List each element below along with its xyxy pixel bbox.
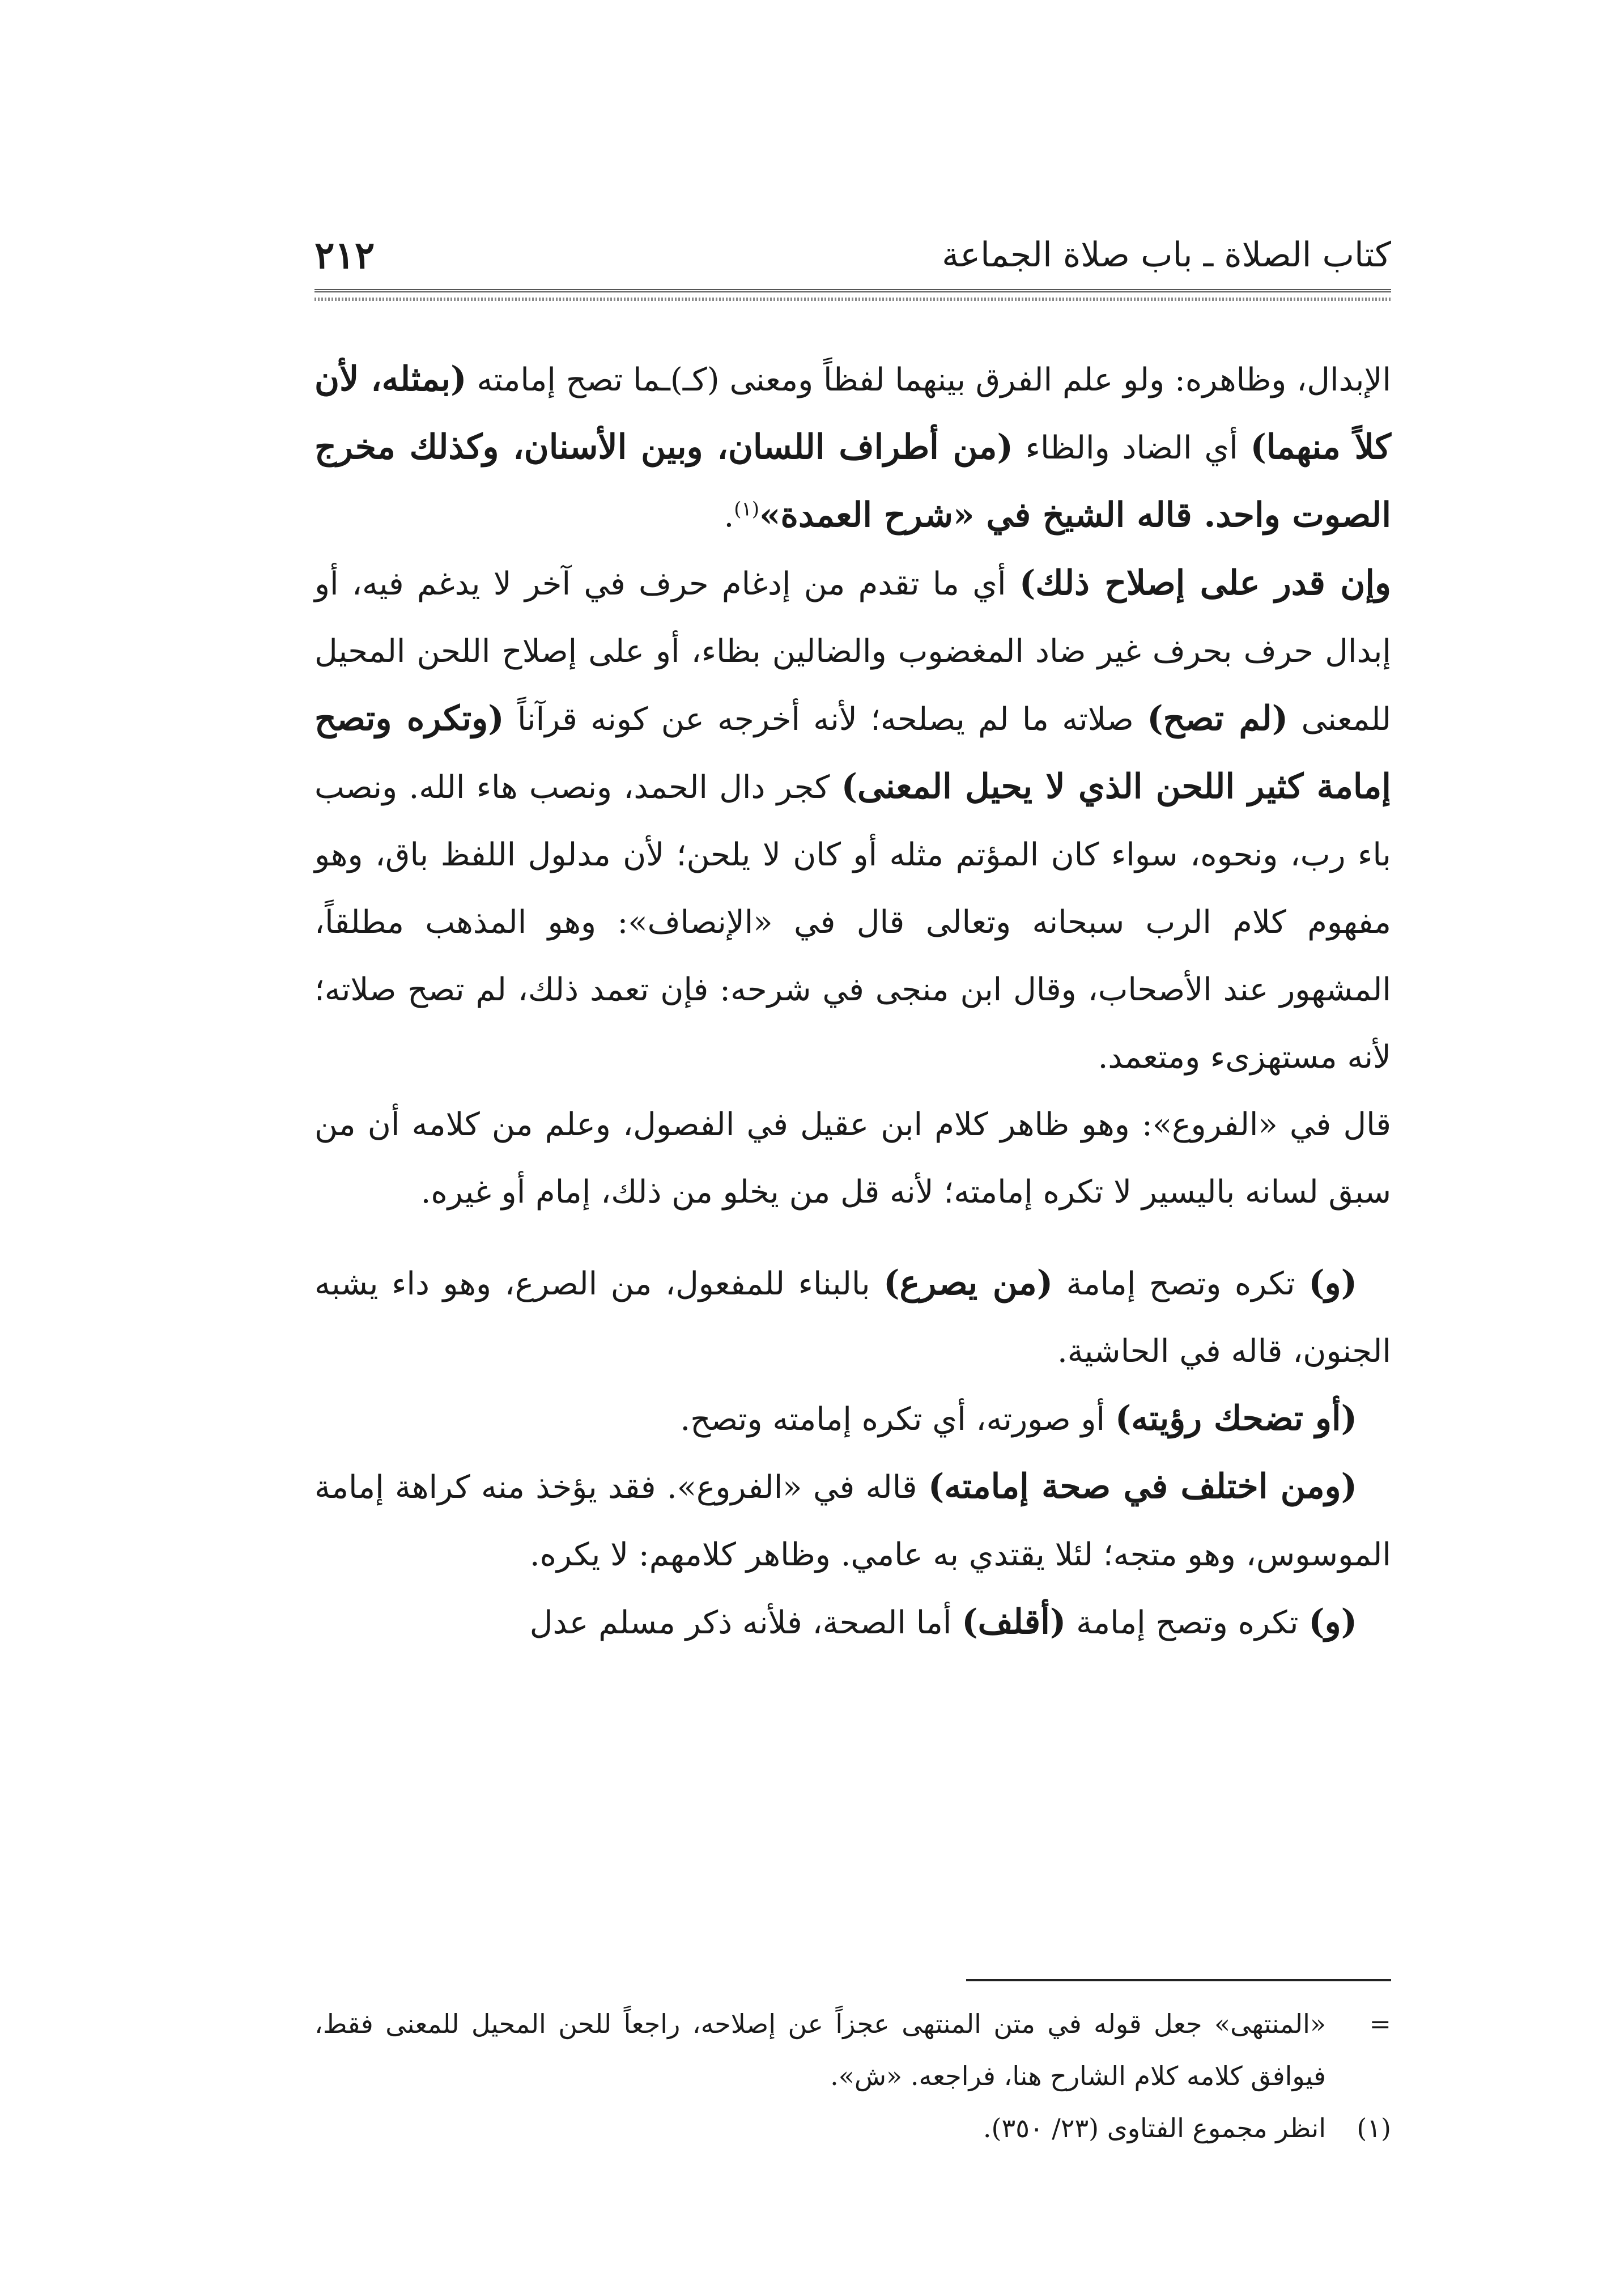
paragraph (314, 1250, 1391, 1385)
paragraph (314, 1453, 1391, 1589)
text-run: قاله في «الفروع». فقد يؤخذ منه كراهة إمامة الموسوس، وهو متجه؛ لئلا يقتدي به عامي. وظاهر كلامهم: لا يكره. (314, 1469, 1391, 1573)
footnotes (314, 1998, 1391, 2154)
footnote-reference[interactable]: (١) (734, 498, 760, 521)
header-rule (314, 289, 1391, 292)
main-text (314, 346, 1391, 1657)
lemma: وإن قدر على إصلاح ذلك) (1019, 563, 1391, 603)
lemma: (وتكره وتصح إمامة كثير اللحن الذي لا يحيل المعنى) (314, 699, 1391, 806)
text-run: بالبناء للمفعول، من الصرع، وهو داء يشبه الجنون، قاله في الحاشية. (314, 1266, 1391, 1370)
header-rule-dotted (314, 298, 1391, 301)
footnote (314, 1998, 1391, 2102)
paragraph (314, 1589, 1391, 1657)
text-run: تكره وتصح إمامة (1066, 1604, 1309, 1641)
lemma: (من أطراف اللسان، وبين الأسنان، وكذلك مخرج الصوت واحد. قاله الشيخ في «شرح العمدة» (314, 427, 1391, 535)
lemma: (ومن اختلف في صحة إمامته) (928, 1467, 1357, 1506)
text-run: أي الضاد والظاء (1013, 430, 1251, 466)
paragraph (314, 1385, 1391, 1453)
paragraph (314, 346, 1391, 550)
text-run: تكره وتصح إمامة (1053, 1266, 1309, 1302)
paragraph (314, 1091, 1391, 1226)
text-run: أو صورته، أي تكره إمامته وتصح. (680, 1401, 1115, 1438)
footnote (314, 2102, 1391, 2154)
footnote-marker: (١) (1357, 2113, 1391, 2143)
lemma: (بمثله، لأن كلاً منهما) (314, 359, 1392, 467)
footnote-marker: = (1369, 2009, 1391, 2039)
running-header (314, 227, 1391, 295)
page-number: ٢١٢ (314, 233, 375, 277)
lemma: (أو تضحك رؤيته) (1115, 1399, 1357, 1438)
text-run: أي ما تقدم من إدغام حرف في آخر لا يدغم فيه، أو إبدال حرف بحرف غير ضاد المغضوب والضالين بظاء، أو على إصلاح اللحن المحيل للمعنى (314, 566, 1392, 738)
text-run: الإبدال، وظاهره: ولو علم الفرق بينهما لفظاً ومعنى (كـ)ـما تصح إمامته (466, 362, 1391, 398)
lemma: (لم تصح) (1147, 699, 1289, 738)
text-run: صلاته ما لم يصلحه؛ لأنه أخرجه عن كونه قرآناً (504, 701, 1147, 738)
text-run: كجر دال الحمد، ونصب هاء الله. ونصب باء رب، ونحوه، سواء كان المؤتم مثله أو كان لا يلحن؛ لأن مدلول اللفظ باق، وهو مفهوم كلام الرب سبحانه وتعالى قال في «الإنصاف»: وهو المذهب مطلقاً، المشهور عند الأصحاب، وقال ابن منجى في شرحه: فإن تعمد ذلك، لم تصح صلاته؛ لأنه مستهزىء ومتعمد. (314, 769, 1392, 1076)
text-run: . (724, 498, 734, 534)
text-run: قال في «الفروع»: وهو ظاهر كلام ابن عقيل في الفصول، وعلم من كلامه أن من سبق لسانه باليسير لا تكره إمامته؛ لأنه قل من يخلو من ذلك، إمام أو غيره. (314, 1106, 1391, 1211)
chapter-title: كتاب الصلاة ـ باب صلاة الجماعة (942, 235, 1391, 275)
lemma: (و) (1308, 1602, 1357, 1642)
text-run: أما الصحة، فلأنه ذكر مسلم عدل (529, 1604, 962, 1641)
footnote-separator (966, 1979, 1391, 1981)
paragraph (314, 550, 1391, 1091)
footnote-text: انظر مجموع الفتاوى (٢٣/ ٣٥٠). (983, 2113, 1326, 2143)
footnote-text: «المنتهى» جعل قوله في متن المنتهى عجزاً عن إصلاحه، راجعاً للحن المحيل للمعنى فقط، فيوافق كلامه كلام الشارح هنا، فراجعه. «ش». (314, 2009, 1326, 2091)
lemma: (من يصرع) (883, 1263, 1053, 1303)
lemma: (و) (1308, 1263, 1357, 1303)
lemma: (أقلف) (962, 1602, 1066, 1642)
